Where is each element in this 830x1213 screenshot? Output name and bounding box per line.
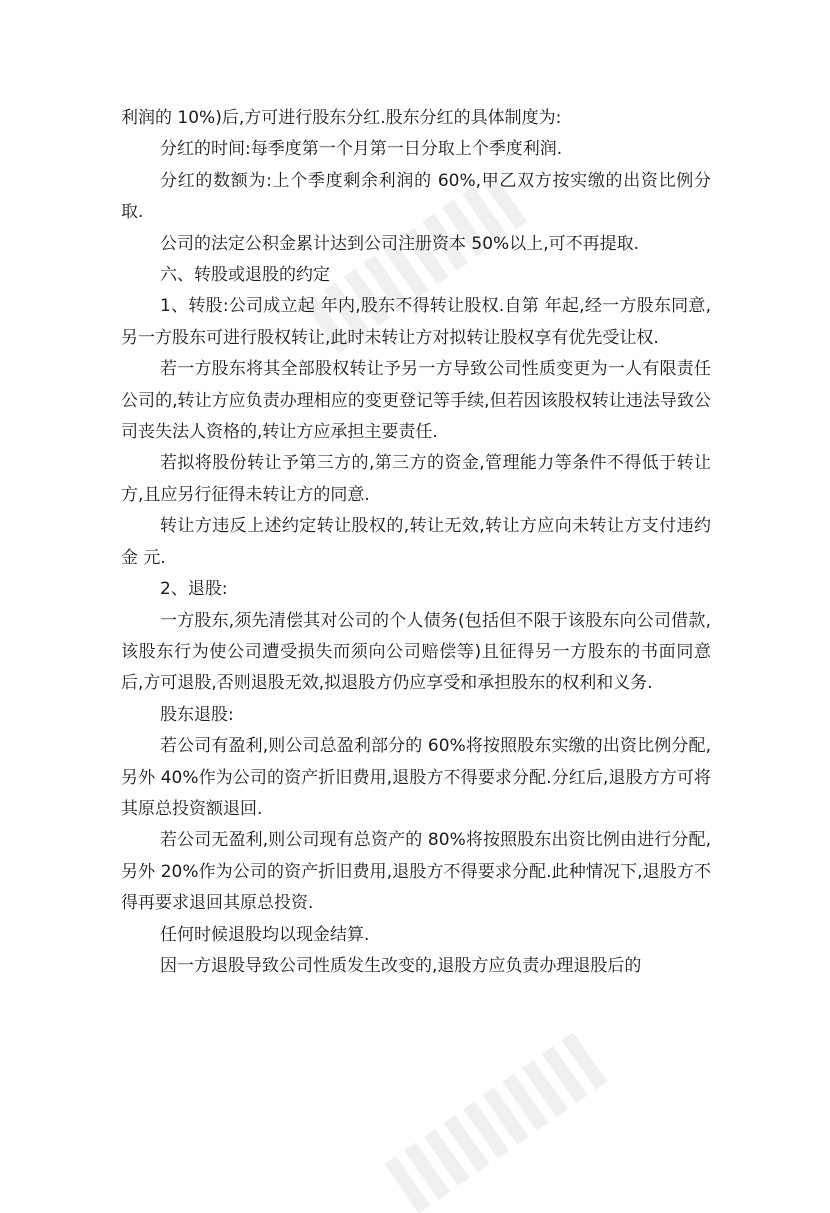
paragraph: 转让方违反上述约定转让股权的,转让无效,转让方应向未转让方支付违约金 元.: [121, 516, 711, 568]
paragraph: 因一方退股导致公司性质发生改变的,退股方应负责办理退股后的: [160, 955, 642, 976]
paragraph: 任何时候退股均以现金结算.: [160, 924, 370, 945]
paragraph: 若一方股东将其全部股权转让予另一方导致公司性质变更为一人有限责任公司的,转让方应负责办理相应的变更登记等手续,但若因该股权转让违法导致公司丧失法人资格的,转让方应承担主要责任.: [121, 359, 711, 443]
paragraph: 一方股东,须先清偿其对公司的个人债务(包括但不限于该股东向公司借款,该股东行为使公司遭受损失而须向公司赔偿等)且征得另一方股东的书面同意后,方可退股,否则退股无效,拟退股方仍应享受和承担股东的权利和义务.: [121, 610, 711, 694]
paragraph: 分红的数额为:上个季度剩余利润的 60%,甲乙双方按实缴的出资比例分取.: [121, 170, 711, 223]
subsection-heading: 股东退股:: [160, 704, 234, 725]
paragraph: 若公司有盈利,则公司总盈利部分的 60%将按照股东实缴的出资比例分配,另外 40%作为公司的资产折旧费用,退股方不得要求分配.分红后,退股方方可将其原总投资额退回.: [121, 736, 711, 819]
paragraph: 公司的法定公积金累计达到公司注册资本 50%以上,可不再提取.: [160, 233, 639, 254]
paragraph: 若公司无盈利,则公司现有总资产的 80%将按照股东出资比例由进行分配,另外 20%作为公司的资产折旧费用,退股方不得要求分配.此种情况下,退股方不得再要求退回其原总投资.: [121, 830, 711, 914]
watermark: [384, 1027, 615, 1213]
paragraph: 分红的时间:每季度第一个月第一日分取上个季度利润.: [160, 139, 563, 160]
paragraph: 利润的 10%)后,方可进行股东分红.股东分红的具体制度为:: [121, 108, 562, 128]
subsection-heading: 2、退股:: [160, 579, 228, 600]
paragraph: 1、转股:公司成立起 年内,股东不得转让股权.自第 年起,经一方股东同意,另一方股东可进行股权转让,此时未转让方对拟转让股权享有优先受让权.: [121, 296, 711, 348]
paragraph: 若拟将股份转让予第三方的,第三方的资金,管理能力等条件不得低于转让方,且应另行征得未转让方的同意.: [121, 453, 711, 505]
document-body: [121, 103, 711, 982]
section-heading: 六、转股或退股的约定: [160, 265, 330, 286]
